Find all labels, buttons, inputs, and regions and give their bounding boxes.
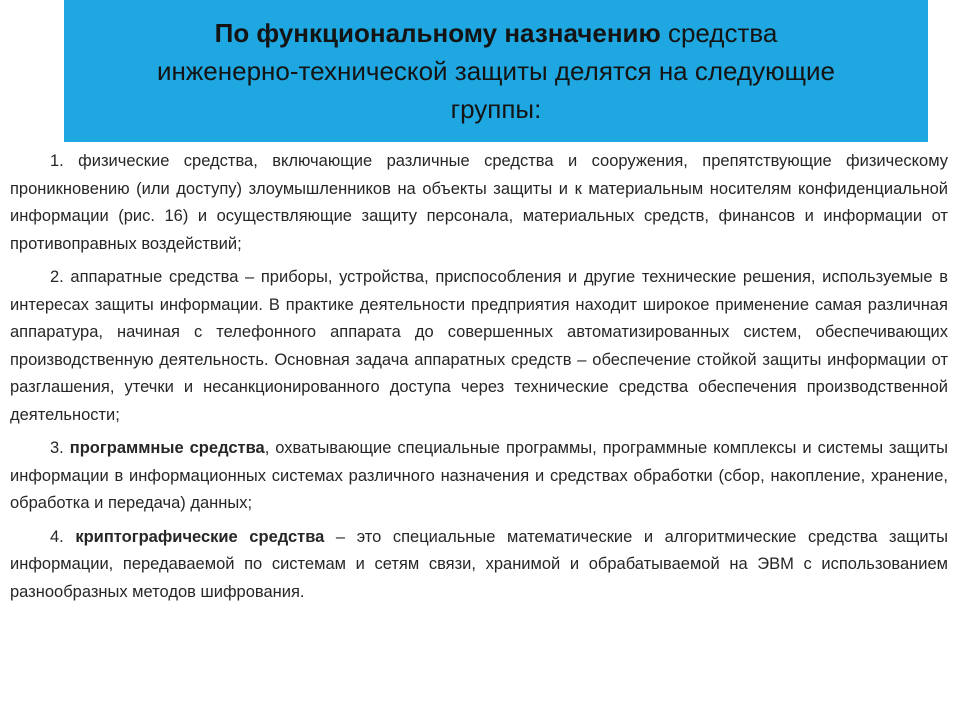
slide-title: [106, 14, 886, 128]
slide-title-rest: средства инженерно-технической защиты делятся на следующие группы:: [157, 18, 835, 124]
list-item: [10, 264, 948, 429]
list-item-text: физические средства, включающие различные средства и сооружения, препятствующие физическому проникновению (или доступу) злоумышленников на объекты защиты и к материальным носителям конфиденциальной информации (рис. 16) и осуществляющие защиту персонала, материальных средств, финансов и информации от противоправных воздействий;: [10, 152, 948, 253]
list-item-number: 4.: [50, 527, 64, 546]
list-item-text: аппаратные средства – приборы, устройства, приспособления и другие технические решения, используемые в интересах защиты информации. В практике деятельности предприятия находит широкое применение самая различная аппаратура, начиная с телефонного аппарата до совершенных автоматизированных систем, обеспечивающих производственную деятельность. Основная задача аппаратных средств – обеспечение стойкой защиты информации от разглашения, утечки и несанкционированного доступа через технические средства обеспечения производственной деятельности;: [10, 268, 948, 424]
list-item-text: , охватывающие специальные программы, программные комплексы и системы защиты информации в информационных системах различного назначения и средствах обработки (сбор, накопление, хранение, обработка и передача) данных;: [10, 439, 948, 512]
list-item-number: 1.: [50, 152, 64, 170]
list-item-term: программные средства: [63, 439, 265, 457]
list-item-number: 3.: [50, 439, 64, 457]
list-item-number: 2.: [50, 268, 64, 286]
list-item: [10, 524, 948, 607]
list-item: [10, 148, 948, 258]
list-item: [10, 435, 948, 518]
slide-body: [10, 148, 948, 612]
title-banner: [64, 0, 928, 142]
list-item-text: – это специальные математические и алгоритмические средства защиты информации, передаваемой по системам и сетям связи, хранимой и обрабатываемой на ЭВМ с использованием разнообразных методов шифрования.: [10, 527, 948, 601]
list-item-term: криптографические средства: [63, 527, 325, 546]
slide-title-bold: По функциональному назначению: [214, 18, 661, 48]
